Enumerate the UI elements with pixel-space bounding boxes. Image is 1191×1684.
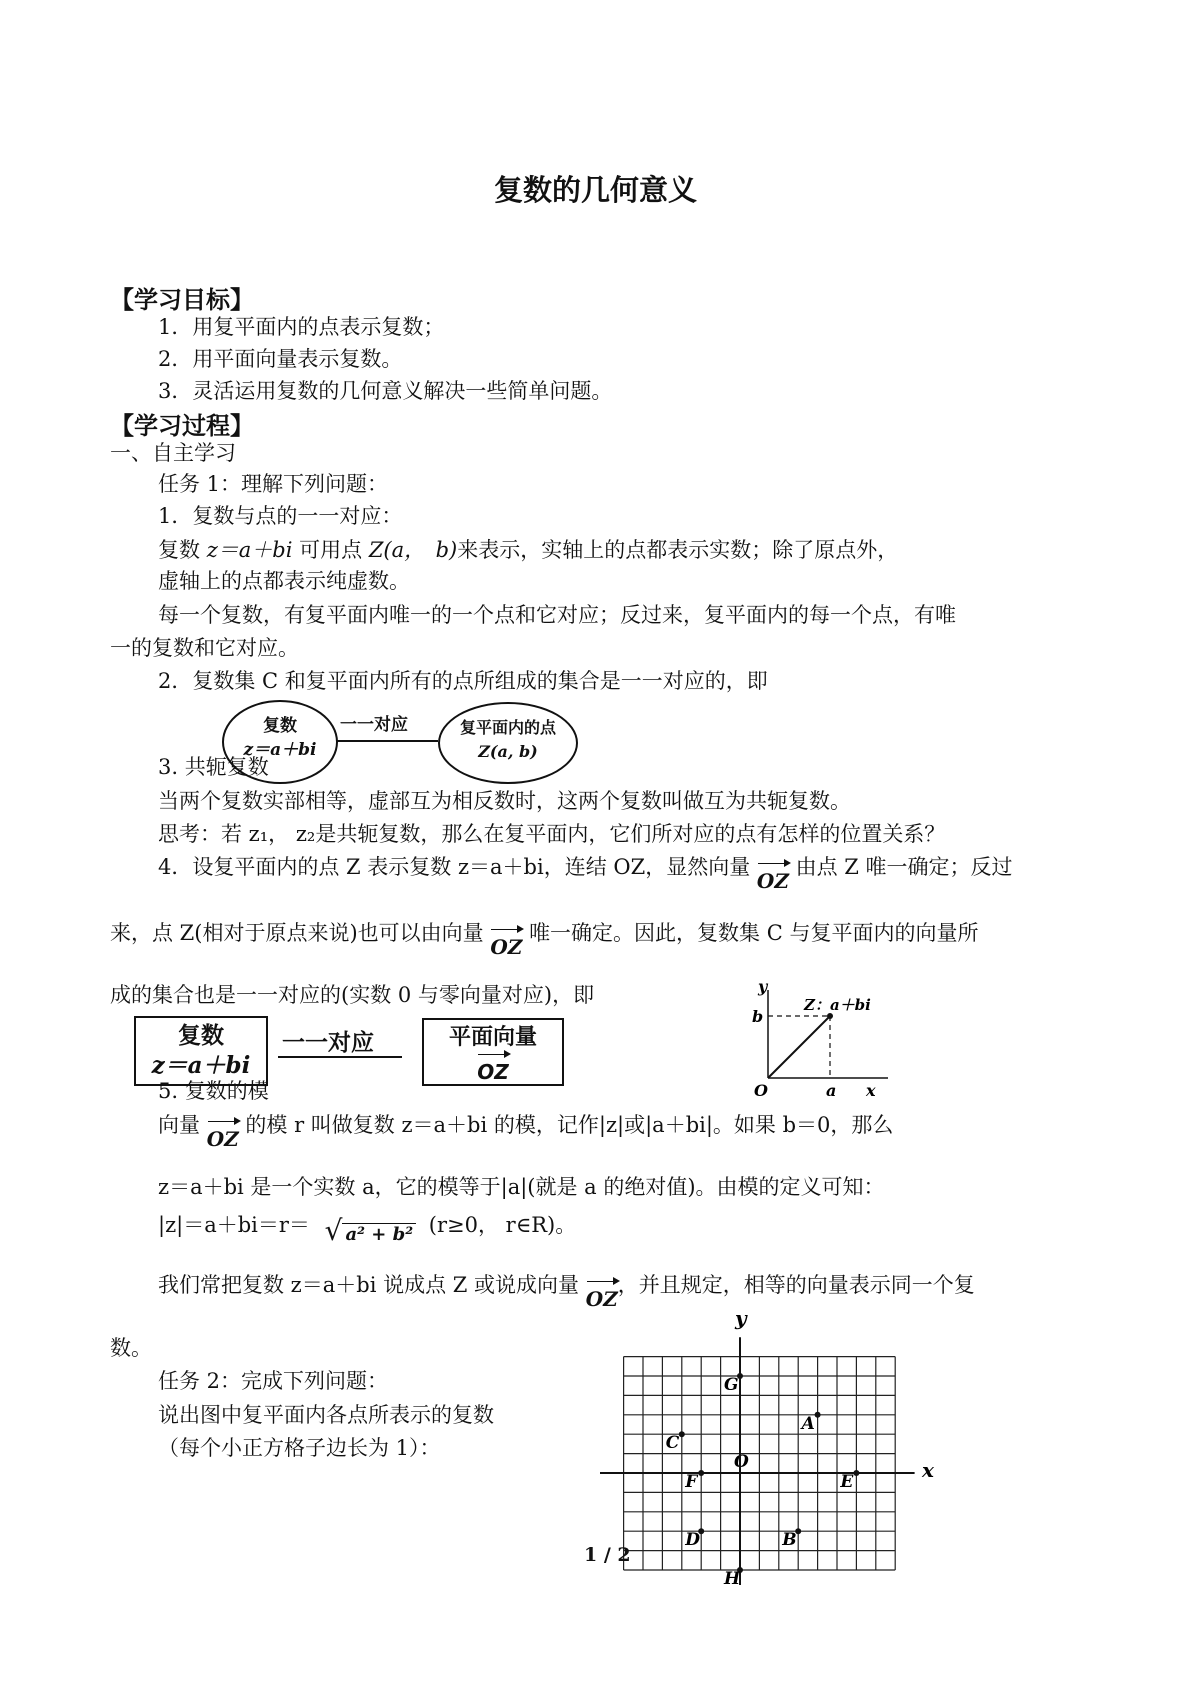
grid-point-label: D	[685, 1530, 700, 1551]
plane-vector-box: 平面向量 OZ	[422, 1018, 564, 1086]
task2-heading: 任务 2：完成下列问题：	[158, 1369, 389, 1393]
point3-title: 3. 共轭复数	[158, 755, 269, 779]
point4-line1: 4．设复平面内的点 Z 表示复数 z＝a＋bi，连结 OZ，显然向量 OZ 由点 Z 唯一确定；反过	[158, 852, 1013, 882]
grid-point-label: H	[724, 1569, 741, 1585]
complex-number-box: 复数 z＝a＋bi	[134, 1016, 268, 1086]
task1-heading: 任务 1：理解下列问题：	[158, 472, 389, 496]
point5-title: 5. 复数的模	[158, 1079, 269, 1103]
goal-item: 1．用复平面内的点表示复数；	[158, 315, 445, 339]
y-axis-label: y	[735, 1306, 747, 1330]
vector-oz: OZ	[207, 1124, 239, 1154]
point5-line1: 向量 OZ 的模 r 叫做复数 z＝a＋bi 的模，记作|z|或|a＋bi|。如果 b＝0，那么	[158, 1110, 893, 1140]
y-axis-label: y	[758, 980, 768, 996]
sqrt-expression: √ a² + b²	[325, 1216, 416, 1250]
page-number: 1 / 2	[584, 1544, 631, 1566]
point3-think: 思考：若 z₁， z₂是共轭复数，那么在复平面内，它们所对应的点有怎样的位置关系？	[158, 822, 946, 846]
point3-line1: 当两个复数实部相等，虚部互为相反数时，这两个复数叫做互为共轭复数。	[158, 789, 851, 813]
point1-line3: 每一个复数，有复平面内唯一的一个点和它对应；反过来，复平面内的每一个点，有唯	[158, 603, 956, 627]
link-line	[336, 740, 438, 742]
section-heading: 一、自主学习	[110, 441, 236, 465]
vector-oz: OZ	[757, 866, 789, 896]
complex-number-ellipse: 复数 z＝a＋bi	[222, 700, 338, 784]
point6-line1: 我们常把复数 z＝a＋bi 说成点 Z 或说成向量 OZ，并且规定，相等的向量表示同一个复	[158, 1270, 975, 1300]
point1-line2: 虚轴上的点都表示纯虚数。	[158, 569, 410, 593]
grid-lines	[624, 1357, 896, 1570]
point5-line3: |z|＝a＋bi＝r＝ √ a² + b² (r≥0， r∈R)。	[158, 1208, 576, 1242]
complex-plane-grid	[600, 1305, 945, 1585]
origin-label: O	[754, 1081, 768, 1100]
task2-line1: 说出图中复平面内各点所表示的复数	[158, 1403, 494, 1427]
process-heading: 【学习过程】	[110, 412, 254, 440]
origin-label: O	[734, 1452, 749, 1472]
goal-item: 3．灵活运用复数的几何意义解决一些简单问题。	[158, 379, 613, 403]
point1-title: 1．复数与点的一一对应：	[158, 504, 403, 528]
grid-point-label: A	[801, 1413, 815, 1434]
vector-oz: OZ	[490, 932, 522, 962]
plane-point-ellipse: 复平面内的点 Z(a, b)	[438, 702, 578, 784]
a-label: a	[826, 1081, 837, 1100]
task2-line2: （每个小正方格子边长为 1）：	[158, 1436, 441, 1460]
grid-point-label: B	[782, 1530, 797, 1551]
goal-item: 2．用平面向量表示复数。	[158, 347, 403, 371]
point1-line1: 复数 z＝a＋bi 可用点 Z(a， b)来表示，实轴上的点都表示实数；除了原点外，	[158, 538, 899, 562]
point4-line3: 成的集合也是一一对应的(实数 0 与零向量对应)，即	[110, 983, 595, 1007]
grid-point-label: E	[840, 1472, 854, 1492]
link-label: 一一对应	[282, 1030, 374, 1056]
point5-line2: z＝a＋bi 是一个实数 a，它的模等于|a|(就是 a 的绝对值)。由模的定义可知：	[158, 1175, 885, 1199]
vector-axes-figure	[748, 980, 898, 1100]
point1-line4: 一的复数和它对应。	[110, 636, 299, 660]
grid-point-e	[853, 1470, 859, 1476]
z-label: Z：a＋bi	[804, 996, 871, 1014]
vector-oz: OZ	[586, 1284, 618, 1314]
correspondence-diagram-points	[222, 700, 578, 782]
grid-point-f	[698, 1470, 704, 1476]
b-label: b	[752, 1007, 764, 1026]
grid-point-a	[815, 1412, 821, 1418]
x-axis-label: x	[866, 1081, 876, 1100]
point6-line2: 数。	[110, 1336, 152, 1360]
x-axis-label: x	[922, 1458, 934, 1482]
grid-point-label: G	[724, 1375, 739, 1395]
point4-line2: 来，点 Z(相对于原点来说)也可以由向量 OZ 唯一确定。因此，复数集 C 与复平面内的向量所	[110, 918, 978, 948]
grid-point-label: F	[685, 1472, 698, 1492]
point2-line: 2．复数集 C 和复平面内所有的点所组成的集合是一一对应的，即	[158, 669, 768, 693]
link-label: 一一对应	[340, 715, 408, 735]
grid-point-c	[679, 1431, 685, 1437]
vector-oz: OZ	[477, 1057, 509, 1087]
grid-point-label: C	[665, 1433, 680, 1454]
goals-heading: 【学习目标】	[110, 286, 254, 314]
page-title: 复数的几何意义	[493, 173, 697, 207]
